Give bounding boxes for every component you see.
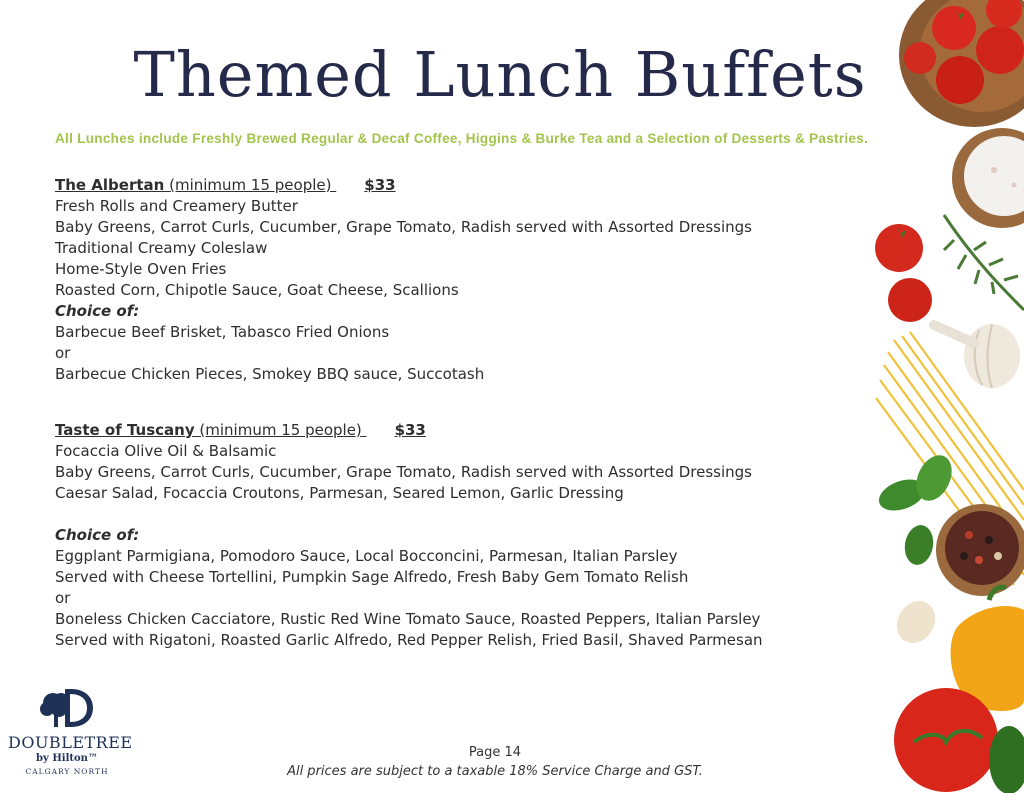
page-number: Page 14 (468, 745, 522, 760)
choice-item: Boneless Chicken Cacciatore, Rustic Red Wine Tomato Sauce, Roasted Peppers, Italian Parsley (55, 610, 761, 628)
menu-item: Fresh Rolls and Creamery Butter (55, 197, 298, 215)
garlic-icon (889, 594, 942, 650)
menu-item: Home-Style Oven Fries (55, 260, 227, 278)
food-decoration (874, 0, 1024, 793)
menu-tuscany (55, 420, 763, 651)
menu-minimum: (minimum 15 people) (169, 176, 332, 194)
intro-text: All Lunches include Freshly Brewed Regular & Decaf Coffee, Higgins & Burke Tea and a Selection of Desserts & Pastries. (55, 131, 869, 146)
menu-price: $33 (364, 176, 396, 194)
choice-or: or (55, 344, 71, 362)
choice-item: Barbecue Chicken Pieces, Smokey BBQ sauce, Succotash (55, 365, 485, 383)
logo-brand: DOUBLETREE (8, 733, 133, 752)
spacer (55, 504, 763, 525)
tomato-icon (875, 224, 932, 322)
page-title: Themed Lunch Buffets (133, 38, 867, 111)
menu-item: Caesar Salad, Focaccia Croutons, Parmesan, Seared Lemon, Garlic Dressing (55, 484, 624, 502)
menu-heading (55, 420, 763, 441)
peppercorn-bowl-icon (936, 504, 1024, 596)
choice-item: Eggplant Parmigiana, Pomodoro Sauce, Local Bocconcini, Parmesan, Italian Parsley (55, 547, 678, 565)
tomato-icon (899, 0, 1024, 127)
menu-item: Traditional Creamy Coleslaw (55, 239, 268, 257)
choice-item: Served with Rigatoni, Roasted Garlic Alfredo, Red Pepper Relish, Fried Basil, Shaved Parmesan (55, 631, 763, 649)
tree-d-icon (37, 685, 97, 731)
menu-heading (55, 175, 752, 196)
logo-by: by Hilton™ (36, 753, 98, 764)
menu-item: Focaccia Olive Oil & Balsamic (55, 442, 277, 460)
menu-albertan (55, 175, 752, 385)
menu-name: The Albertan (55, 176, 165, 194)
menu-item: Baby Greens, Carrot Curls, Cucumber, Grape Tomato, Radish served with Assorted Dressings (55, 463, 752, 481)
menu-minimum: (minimum 15 people) (199, 421, 362, 439)
menu-name: Taste of Tuscany (55, 421, 195, 439)
rosemary-icon (944, 215, 1024, 310)
footer-note: All prices are subject to a taxable 18% Service Charge and GST. (287, 764, 703, 779)
logo-location: CALGARY NORTH (25, 767, 109, 776)
menu-item: Roasted Corn, Chipotle Sauce, Goat Cheese, Scallions (55, 281, 459, 299)
choice-item: Served with Cheese Tortellini, Pumpkin Sage Alfredo, Fresh Baby Gem Tomato Relish (55, 568, 689, 586)
choice-label: Choice of: (55, 526, 140, 544)
choice-or: or (55, 589, 71, 607)
salt-bowl-icon (952, 128, 1024, 228)
menu-item: Baby Greens, Carrot Curls, Cucumber, Grape Tomato, Radish served with Assorted Dressings (55, 218, 752, 236)
menu-price: $33 (394, 421, 426, 439)
choice-label: Choice of: (55, 302, 140, 320)
choice-item: Barbecue Beef Brisket, Tabasco Fried Onions (55, 323, 390, 341)
garlic-icon (934, 324, 1020, 388)
